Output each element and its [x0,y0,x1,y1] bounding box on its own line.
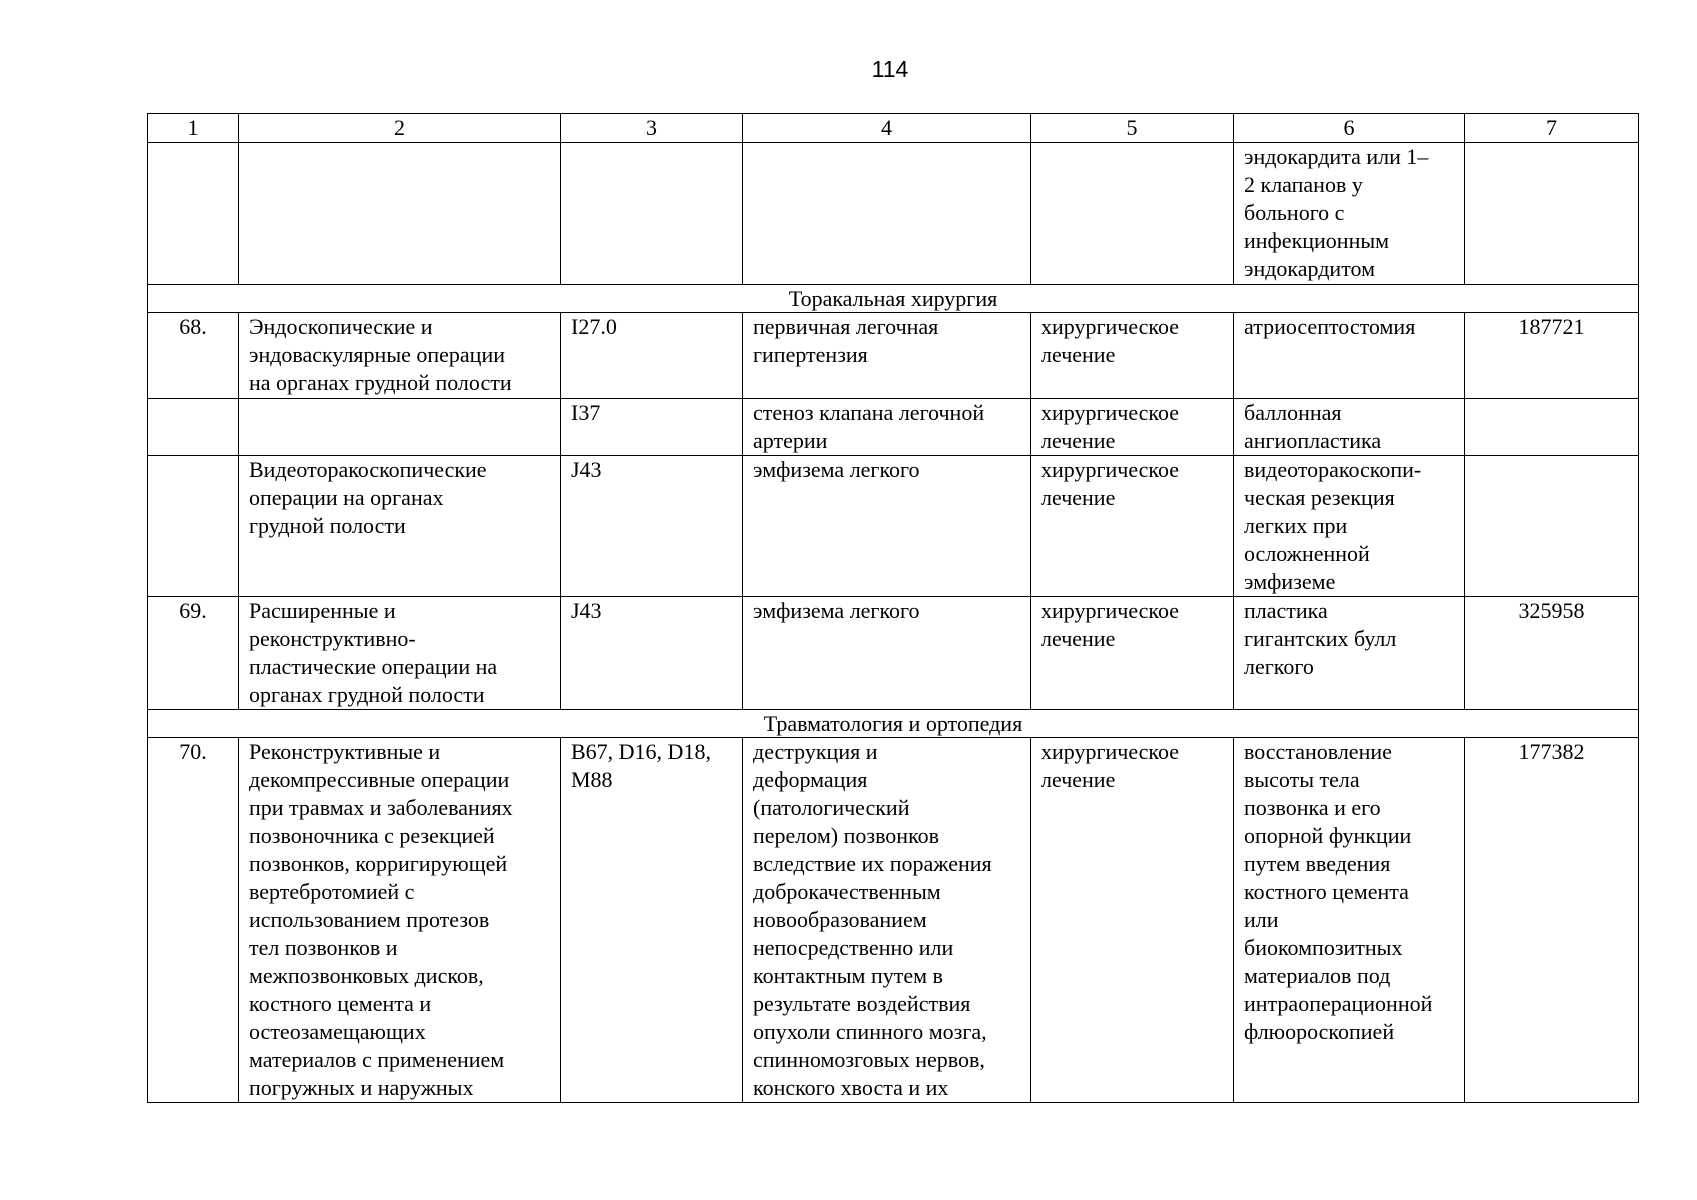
column-header: 6 [1234,114,1465,143]
cell-method: видеоторакоскопи- ческая резекция легких при осложненной эмфиземе [1234,456,1465,597]
cell-empty [239,143,561,285]
cell-row-number: 68. [148,313,239,399]
cell-code: I27.0 [561,313,743,399]
section-row [148,285,1639,313]
column-number-row [148,114,1639,143]
page-number: 114 [871,56,909,82]
cell-empty [148,456,239,597]
cell-method: атриосептостомия [1234,313,1465,399]
table-row [148,456,1639,597]
medical-services-table [147,113,1639,1103]
table-row [148,313,1639,399]
cell-treatment-type: хирургическое лечение [1031,313,1234,399]
cell-code: B67, D16, D18, M88 [561,738,743,1103]
column-header: 2 [239,114,561,143]
cell-diagnosis: деструкция и деформация (патологический перелом) позвонков вследствие их поражения доброкачественным новообразованием непосредственно или контактным путем в результате воздействия опухоли спинного мозга, спинномозговых нервов, конского хвоста и их [743,738,1031,1103]
cell-empty [561,143,743,285]
cell-empty [239,399,561,456]
cell-empty [1031,143,1234,285]
cell-service-name: Расширенные и реконструктивно- пластические операции на органах грудной полости [239,597,561,710]
table-row [148,143,1639,285]
cell-code: J43 [561,456,743,597]
cell-code: J43 [561,597,743,710]
column-header: 7 [1465,114,1639,143]
cell-price: 325958 [1465,597,1639,710]
cell-treatment-type: хирургическое лечение [1031,597,1234,710]
cell-empty [148,399,239,456]
cell-service-name: Эндоскопические и эндоваскулярные операции на органах грудной полости [239,313,561,399]
section-title-thoracic: Торакальная хирургия [148,285,1639,313]
cell-service-name: Реконструктивные и декомпрессивные операции при травмах и заболеваниях позвоночника с резекцией позвонков, корригирующей вертебротомией с использованием протезов тел позвонков и межпозвонковых дисков, костного цемента и остеозамещающих материалов с применением погружных и наружных [239,738,561,1103]
cell-row-number: 69. [148,597,239,710]
cell-treatment-type: хирургическое лечение [1031,738,1234,1103]
cell-diagnosis: эмфизема легкого [743,456,1031,597]
column-header: 3 [561,114,743,143]
cell-price: 187721 [1465,313,1639,399]
cell-treatment-type: хирургическое лечение [1031,456,1234,597]
cell-code: I37 [561,399,743,456]
cell-empty [743,143,1031,285]
column-header: 1 [148,114,239,143]
table-row [148,738,1639,1103]
table-row [148,399,1639,456]
section-title-trauma: Травматология и ортопедия [148,710,1639,738]
cell-price: 177382 [1465,738,1639,1103]
cell-method: баллонная ангиопластика [1234,399,1465,456]
cell-method: эндокардита или 1– 2 клапанов у больного с инфекционным эндокардитом [1234,143,1465,285]
cell-treatment-type: хирургическое лечение [1031,399,1234,456]
cell-method: восстановление высоты тела позвонка и его опорной функции путем введения костного цемента или биокомпозитных материалов под интраоперационной флюороскопией [1234,738,1465,1103]
cell-diagnosis: первичная легочная гипертензия [743,313,1031,399]
section-row [148,710,1639,738]
cell-empty [1465,456,1639,597]
column-header: 4 [743,114,1031,143]
column-header: 5 [1031,114,1234,143]
cell-diagnosis: эмфизема легкого [743,597,1031,710]
cell-empty [148,143,239,285]
cell-empty [1465,399,1639,456]
cell-service-name: Видеоторакоскопические операции на органах грудной полости [239,456,561,597]
cell-row-number: 70. [148,738,239,1103]
cell-empty [1465,143,1639,285]
cell-method: пластика гигантских булл легкого [1234,597,1465,710]
table-row [148,597,1639,710]
cell-diagnosis: стеноз клапана легочной артерии [743,399,1031,456]
